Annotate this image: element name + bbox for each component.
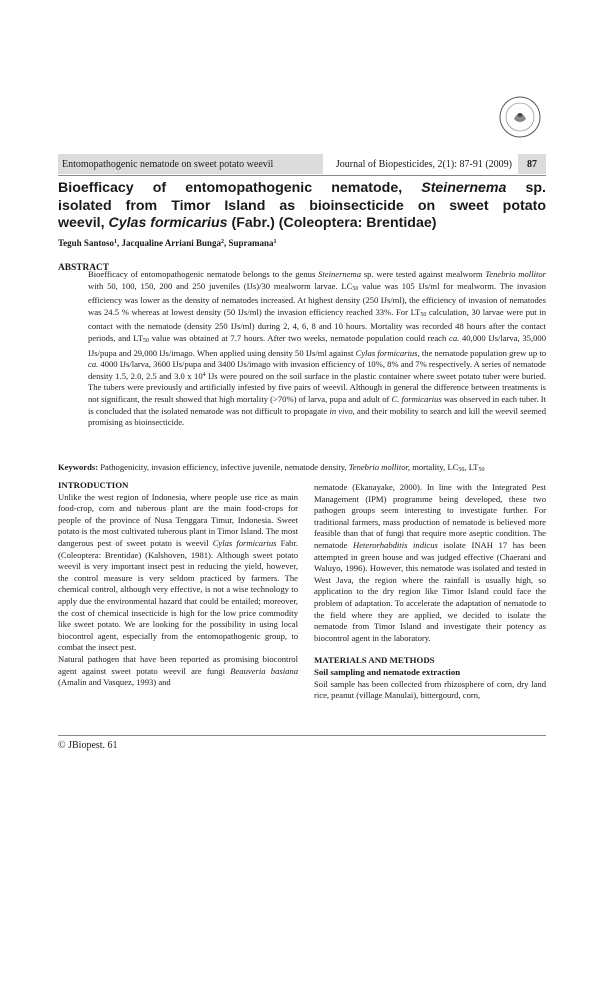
methods-paragraph: Soil sample has been collected from rhizosphere of corn, dry land rice, peanut (village Manulai), bittergourd, corn, [314, 678, 546, 701]
running-header [58, 154, 546, 174]
intro-paragraph-2: Natural pathogen that have been reported as promising biocontrol agent against sweet potato weevil are fungi Beauveria basiana (Amalin and Vasquez, 1993) and [58, 653, 298, 688]
intro-paragraph-2-cont: nematode (Ekanayake, 2000). In line with the Integrated Pest Management (IPM) programme being developed, these two pathogen groups seem interesting to investigate further. For traditional farmers, mass production of nematode is believed more feasible than that of fungi that require more aseptic condition. The nematode Heterorhabditis indicus isolate INAH 17 has been attempted in green house and was judged effective (Chaerani and Waluyo, 1996). However, this nematode was isolated and tested in West Java, the region where the rainfall is usually high, so application to the dry region like Timor Island could face the problem of adaptation. To accelerate the adaptation of nematode to the field where they are applied, we decided to isolate the nematode from Timor Island and investigate their potency as biocontrol agent in the laboratory. [314, 482, 546, 643]
keywords-label: Keywords: [58, 462, 99, 472]
abstract-text: Bioefficacy of entomopathogenic nematode belongs to the genus Steinernema sp. were tested against mealworm Tenebrio mollitor with 50, 100, 150, 200 and 250 juveniles (IJs)/30 mealworm larvae. $LC_{50}$ value was 105 IJs/ml for mealworm. The invasion efficiency was lower as the density of nematodes increased. At highest density (250 IJs/ml), the efficiency of invasion of nematodes was 24.5 % whereas at lowest density (50 IJs/ml) the invasion efficiency reached 33%. For $LT_{50}$ calculation, 30 larvae were put in contact with the nematode (density 250 IJs/ml) during 2, 4, 6, 8 and 10 hours. Mortality was recorded 48 hours after the contact periods, and $LT_{50}$ value was obtained at 7.7 hours. After two weeks, nematode population could reach ca. 40,000 IJs/larva, 35,000 IJs/pupa and 29,000 IJs/imago. When applied using density 50 IJs/ml against Cylas formicarius, the nematode population grew up to ca. 4000 IJs/larva, 3600 IJs/pupa and 3400 IJs/imago with invasion efficiency of 10%, 8% and 7% respectively. A series of nematode density 1.5, 2.0, 2.5 and 3.0 x $10^4$ IJs were poured on the soil surface in the plastic container where sweet potato tuber were buried. The tubers were previously and artificially infested by five pairs of weevil. Although in general the difference between treatments is not significant, the result showed that high mortality (>70%) of larva, pupa and adult of C. formicarius was observed in each tuber. It is concluded that the isolated nematode was not difficult to propagate in vivo, and their mobility to search and kill the weevil seemed promising as bioinsecticide. [88, 269, 547, 428]
methods-subheading: Soil sampling and nematode extraction [314, 666, 461, 677]
header-rule [58, 175, 546, 176]
left-column [58, 480, 298, 689]
journal-seal-logo [498, 95, 542, 139]
paper-title [58, 180, 546, 233]
page-number: 87 [518, 154, 546, 174]
intro-paragraph-1: Unlike the west region of Indonesia, where people use rice as main food-crop, corn and tuberous plant are the main food-crops for people of the province of Nusa Tenggara Timur, Indonesia. Sweet potato is the most cultivated tuberous plant in Timor Island. The most dangerous pest of sweet potato is weevil Cylas formicarius Fabr. (Coleoptera: Brentidae) (Kalshoven, 1981). Although sweet potato weevil is very important insect pest in reducing the yield, however, the control measure is very seldom practiced by farmers. The chemical control, although very effective, is not a wise technology to apply due the environmental hazard that could be entailed; moreover, the cost of chemical insecticide is high for the low price commodity like sweet potato. We are looking for the possibility in using local biocontrol agent, especially from the entomopathogenic group, to combat the insect pest. [58, 491, 298, 653]
methods-heading: MATERIALS AND METHODS [314, 655, 435, 666]
keywords: Keywords: Pathogenicity, invasion efficiency, infective juvenile, nematode density, Tenebrio mollitor, mortality, $LC_{50}$, $LT_{50}$ [58, 462, 485, 473]
author-list: Teguh Santoso$^1$, Jacqualine Arriani Bunga$^2$, Supramana$^1$ [58, 238, 277, 248]
title-line-2: isolated from Timor Island as bioinsecticide on sweet potato [58, 197, 546, 214]
abstract-heading: ABSTRACT [58, 263, 110, 273]
title-line-1: Bioefficacy of entomopathogenic nematode, Steinernema sp. [58, 180, 546, 196]
title-line-3: weevil, Cylas formicarius (Fabr.) (Coleoptera: Brentidae) [58, 215, 437, 231]
footer-copyright: © JBiopest. 61 [58, 740, 118, 751]
running-title: Entomopathogenic nematode on sweet potato weevil [58, 154, 323, 174]
introduction-heading: INTRODUCTION [58, 480, 129, 490]
journal-citation: Journal of Biopesticides, 2(1): 87-91 (2009) [335, 158, 512, 170]
footer-rule [58, 735, 546, 736]
right-column [314, 482, 546, 702]
